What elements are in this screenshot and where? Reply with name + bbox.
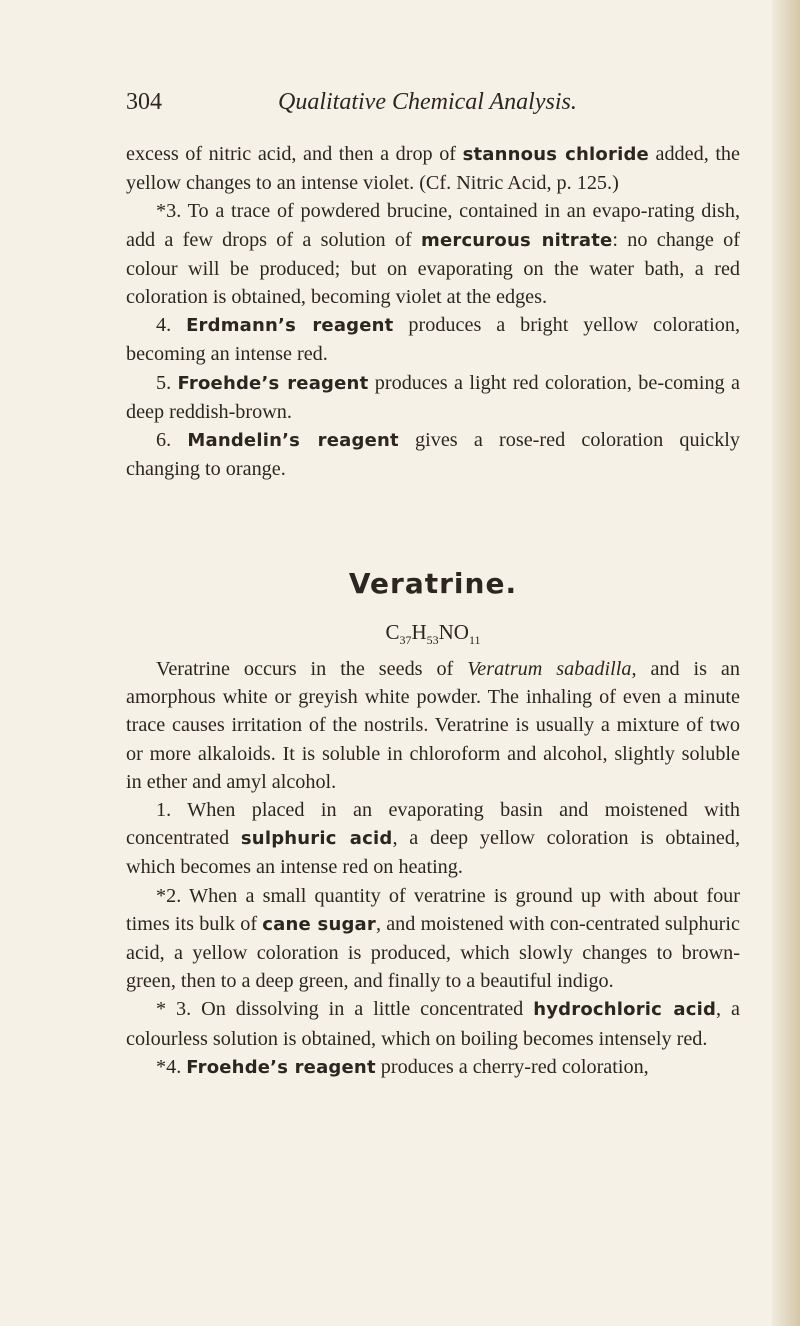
species-name: Veratrum sabadilla <box>467 658 632 680</box>
paragraph-hydrochloric-acid: * 3. On dissolving in a little concentrated hydrochloric acid, a colourless solution is obtained, which on boiling becomes intensely red. <box>126 998 740 1050</box>
section-title-veratrine: Veratrine. <box>348 567 518 600</box>
paragraph-cane-sugar: *2. When a small quantity of veratrine is ground up with about four times its bulk of cane sugar, and moistened with con-centrated sulphuric acid, a yellow coloration is produced, which slowly changes to brown-green, then to a deep green, and finally to a beautiful indigo. <box>126 884 740 993</box>
page-edge-shadow <box>772 0 800 1326</box>
paragraph-veratrine-intro: Veratrine occurs in the seeds of Veratrum sabadilla, and is an amorphous white or greyish white powder. The inhaling of even a minute trace causes irritation of the nostrils. Veratrine is usually a mixture of two or more alkaloids. It is soluble in chloroform and alcohol, slightly soluble in ether and amyl alcohol. <box>126 658 740 793</box>
paragraph-sulphuric-acid: 1. When placed in an evaporating basin and moistened with concentrated sulphuric acid, a deep yellow coloration is obtained, which becomes an intense red on heating. <box>126 799 740 879</box>
paragraph-froehde: 5. Froehde’s reagent produces a light red coloration, be-coming a deep reddish-brown. <box>126 371 740 423</box>
paragraph-mercurous-nitrate: *3. To a trace of powdered brucine, contained in an evapo-rating dish, add a few drops of a solution of mercurous nitrate: no change of colour will be produced; but on evaporating on the water bath, a red coloration is obtained, becoming violet at the edges. <box>126 200 740 309</box>
running-title: Qualitative Chemical Analysis. <box>278 89 577 115</box>
paragraph-stannous-chloride: excess of nitric acid, and then a drop of stannous chloride added, the yellow changes to an intense violet. (Cf. Nitric Acid, p. 125.) <box>126 143 740 195</box>
reagent-froehde-veratrine: Froehde’s reagent <box>186 1056 376 1078</box>
chemical-formula: $C_{37}H_{53}NO_{11}$ <box>385 620 481 648</box>
paragraph-erdmann: 4. Erdmann’s reagent produces a bright yellow coloration, becoming an intense red. <box>126 314 740 366</box>
veratrine-section <box>126 655 740 1082</box>
top-section <box>126 140 740 483</box>
reagent-cane-sugar: cane sugar <box>262 913 376 935</box>
reagent-froehde: Froehde’s reagent <box>177 372 369 394</box>
reagent-stannous-chloride: stannous chloride <box>462 144 649 165</box>
reagent-hydrochloric-acid: hydrochloric acid <box>533 999 717 1021</box>
reagent-sulphuric-acid: sulphuric acid <box>240 828 393 850</box>
reagent-mandelin: Mandelin’s reagent <box>187 430 399 452</box>
reagent-erdmann: Erdmann’s reagent <box>186 315 394 337</box>
reagent-mercurous-nitrate: mercurous nitrate <box>421 229 613 251</box>
page-number: 304 <box>126 89 162 115</box>
paragraph-froehde-veratrine: *4. Froehde’s reagent produces a cherry-red coloration, <box>156 1055 649 1078</box>
paragraph-mandelin: 6. Mandelin’s reagent gives a rose-red coloration quickly changing to orange. <box>126 429 740 481</box>
